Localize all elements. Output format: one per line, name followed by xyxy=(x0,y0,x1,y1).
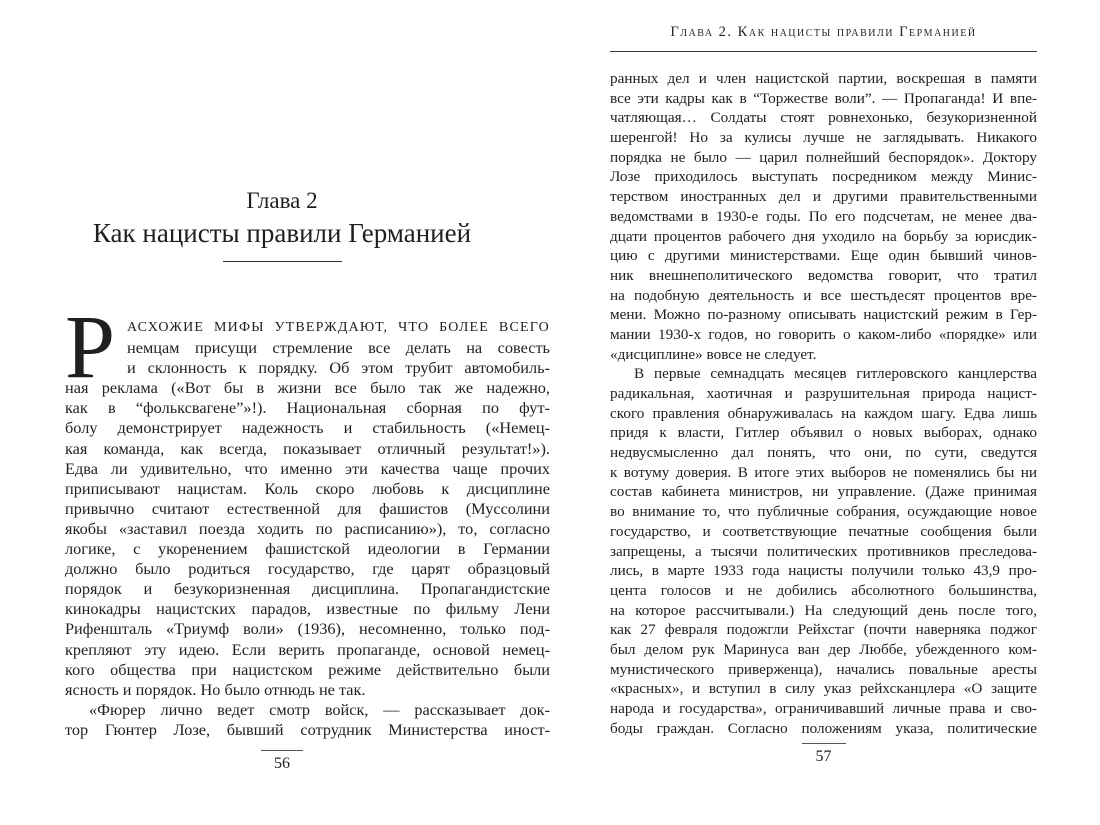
text-line: цию с другими министерствами. Еще один бывший чинов- xyxy=(610,247,1037,265)
page-left xyxy=(65,0,550,825)
text-line: ведомствами в 1930-е годы. По его подсчетам, не менее два- xyxy=(610,207,1037,225)
text-line: цента голосов и не добились абсолютного большинства, xyxy=(610,581,1037,599)
running-header: Глава 2. Как нацисты правили Германией xyxy=(670,24,977,40)
text-line: «Фюрер лично ведет смотр войск, — рассказывает док- xyxy=(89,699,550,719)
text-line: АСХОЖИЕ МИФЫ УТВЕРЖДАЮТ, ЧТО БОЛЕЕ ВСЕГО xyxy=(127,320,550,335)
text-line: был делом рук Маринуса ван дер Люббе, убежденного ком- xyxy=(610,640,1037,658)
folio-rule xyxy=(261,750,303,751)
text-line: Лозе приходилось выступать посредником между Минис- xyxy=(610,168,1037,186)
text-line: болу демонстрирует надежность и стабильность («Немец- xyxy=(65,418,550,438)
text-line: «красных», и вступил в силу указ рейхсканцлера «О защите xyxy=(610,680,1037,698)
text-line: ранных дел и член нацистской партии, воскрешая в памяти xyxy=(610,70,1037,87)
text-line: приписывают нацистам. Коль скоро любовь к дисциплине xyxy=(65,478,550,498)
chapter-title: Как нацисты правили Германией xyxy=(92,218,472,248)
text-line: лись, в марте 1933 года нацисты получили только 43,9 про- xyxy=(610,562,1037,580)
text-line: на подобную деятельность и все шестьдесят процентов вре- xyxy=(610,286,1037,304)
page-number: 56 xyxy=(274,755,290,772)
text-line: порядок и безукоризненная дисциплина. Пропагандистские xyxy=(65,579,550,599)
text-line: придя к власти, Гитлер объявил о новых выборах, однако xyxy=(610,424,1037,442)
page-body-text xyxy=(610,69,1037,738)
header-rule xyxy=(610,51,1037,52)
text-line: к вотуму доверия. В итоге этих выборов не поменялись бы ни xyxy=(610,463,1037,481)
text-line: запрещены, а тысячи политических противников преследова- xyxy=(610,542,1037,560)
text-line: немцам присущи стремление все делать на совесть xyxy=(127,338,550,358)
text-line: мени. Можно по-разному описывать нацистский режим в Гер- xyxy=(610,306,1037,324)
text-line: ник внешнеполитического ведомства говорит, что тратил xyxy=(610,266,1037,284)
text-line: недвусмысленно дал понять, что они, по сути, сведутся xyxy=(610,444,1037,462)
text-line: ная реклама («Вот бы в жизни все было так же надежно, xyxy=(65,378,550,398)
text-line: все эти кадры как в “Торжестве воли”. — Пропаганда! И впе- xyxy=(610,89,1037,107)
title-rule xyxy=(223,261,342,262)
text-line: дцати процентов рабочего дня уходило на борьбу за юрисдик- xyxy=(610,227,1037,245)
text-line: якобы «заставил поезда ходить по расписанию»), то, согласно xyxy=(65,518,550,538)
text-line: как 27 февраля подожгли Рейхстаг (почти наверняка поджог xyxy=(610,621,1037,639)
text-line: шеренгой! Но за кулисы лучше не заглядывать. Никакого xyxy=(610,129,1037,147)
text-line: и склонность к порядку. Об этом трубит автомобиль- xyxy=(127,358,550,378)
text-line: боды граждан. Согласно положениям указа, политические xyxy=(610,719,1037,737)
text-line: Едва ли удивительно, что именно эти качества чаще прочих xyxy=(65,458,550,478)
folio-right xyxy=(610,743,1037,766)
chapter-head xyxy=(65,186,499,262)
text-line: тор Гюнтер Лозе, бывший сотрудник Министерства иност- xyxy=(65,719,550,739)
text-line: логике, с укоренением фашистской идеологии в Германии xyxy=(65,539,550,559)
text-line: на которое рассчитывали.) На следующий день после того, xyxy=(610,601,1037,619)
text-line: кого общества при нацистском режиме действительно были xyxy=(65,659,550,679)
text-line: В первые семнадцать месяцев гитлеровского канцлерства xyxy=(634,365,1037,383)
text-line: мании 1930-х годов, но говорить о каком-либо «порядке» или xyxy=(610,325,1037,343)
text-line: состав кабинета министров, ни управление. (Даже принимая xyxy=(610,483,1037,501)
text-line: ского правления обнаруживалась на каждом шагу. Едва лишь xyxy=(610,404,1037,422)
folio-rule xyxy=(802,743,846,744)
text-line: радикальная, хаотичная и разрушительная природа нацист- xyxy=(610,385,1037,402)
text-line: мунистического приверженца), начались повальные аресты xyxy=(610,660,1037,678)
text-line: «дисциплине» вовсе не следует. xyxy=(610,345,817,363)
folio-left xyxy=(65,750,499,773)
text-line: кинокадры нацистских парадов, известные по фильму Лени xyxy=(65,599,550,619)
chapter-body-text xyxy=(65,298,550,740)
text-line: чатляющая… Солдаты стоят ровнехонько, безукоризненной xyxy=(610,109,1037,127)
text-line: должно было родиться государство, где царят образцовый xyxy=(65,559,550,579)
page-right xyxy=(610,0,1037,825)
text-line: привычно считают естественной для фашистов (Муссолини xyxy=(65,498,550,518)
text-line: ясность и порядок. Но было отнюдь не так. xyxy=(65,679,366,699)
page-number: 57 xyxy=(815,748,832,765)
text-line: крепляют эту идею. Если верить пропаганде, основой немец- xyxy=(65,639,550,659)
text-line: во внимание то, что публичные собрания, осуждающие новое xyxy=(610,503,1037,521)
text-line: порядка не было — царил полнейший беспорядок». Доктору xyxy=(610,148,1037,166)
dropcap-letter: Р xyxy=(65,298,116,397)
text-line: государство, и соответствующие печатные сообщения были xyxy=(610,522,1037,540)
text-line: кая команда, как всегда, показывает отличный результат!»). xyxy=(65,438,550,458)
text-line: как в “фольксвагене”»!). Национальная сборная по фут- xyxy=(65,398,550,418)
chapter-number: Глава 2 xyxy=(246,188,318,213)
text-line: Рифеншталь «Триумф воли» (1936), несомненно, только под- xyxy=(65,619,550,639)
text-line: народа и государства», ограничивавший личные права и сво- xyxy=(610,700,1037,717)
text-line: терством иностранных дел и другими правительственными xyxy=(610,188,1037,206)
